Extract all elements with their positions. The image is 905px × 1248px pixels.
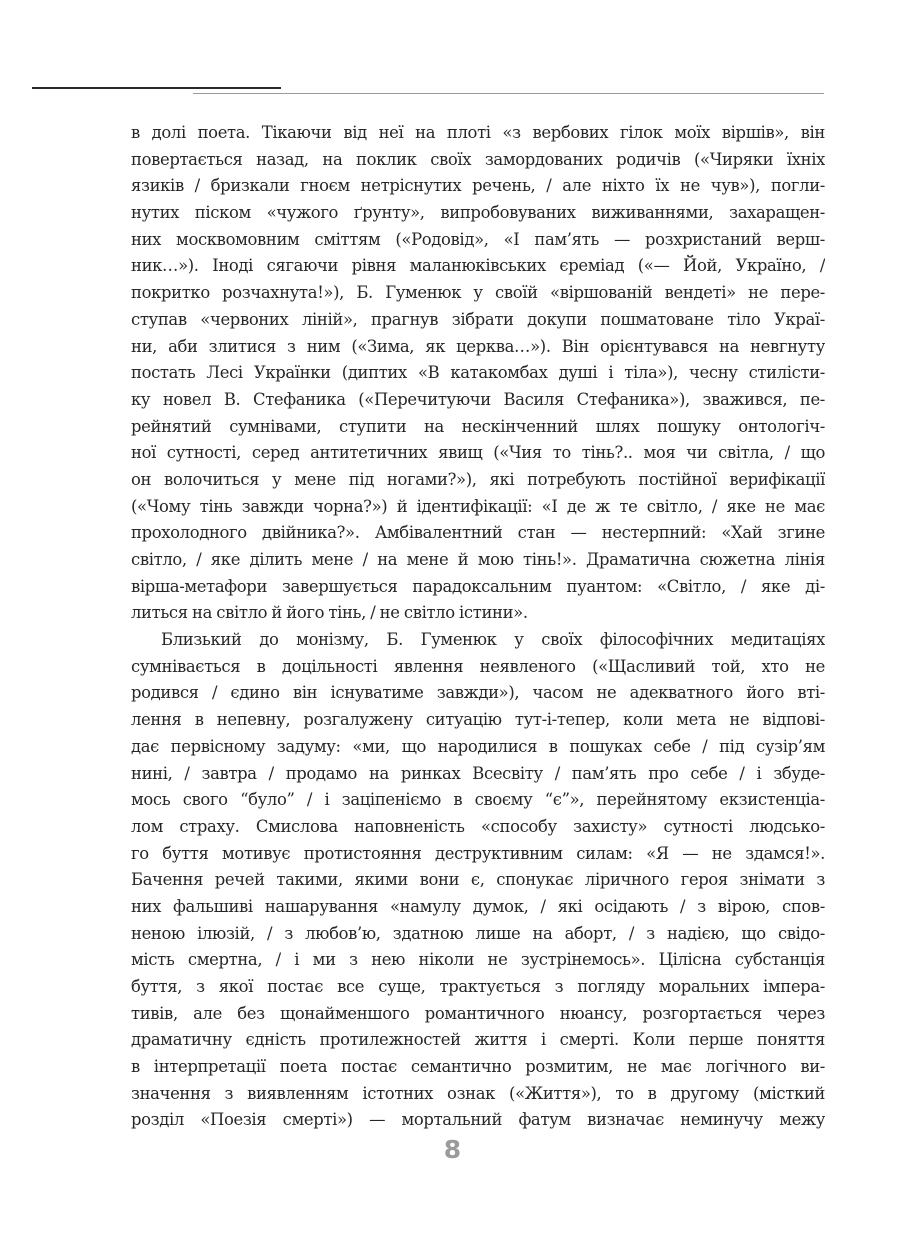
- text-line: драматичну єдність протилежностей життя і смерті. Коли перше поняття: [131, 1030, 825, 1050]
- text-line: значення з виявленням істотних ознак («Життя»), то в другому (місткий: [131, 1083, 825, 1103]
- header-rule-right: [193, 93, 824, 94]
- text-line: буття, з якої постає все суще, трактується з погляду моральних імпера-: [131, 977, 825, 996]
- text-line: нутих піском «чужого ґрунту», випробовуваних виживаннями, захаращен-: [131, 203, 825, 223]
- text-line: дає первісному задуму: «ми, що народилися в пошуках себе / під сузір’ям: [131, 736, 825, 756]
- text-line: повертається назад, на поклик своїх замордованих родичів («Чиряки їхніх: [131, 149, 825, 169]
- text-line: ку новел В. Стефаника («Перечитуючи Василя Стефаника»), зважився, пе-: [131, 389, 825, 409]
- text-line: рейнятий сумнівами, ступити на нескінченний шлях пошуку онтологіч-: [131, 416, 825, 436]
- text-line: литься на світло й його тінь, / не світло істини».: [131, 603, 528, 623]
- text-line: мось свого “було” / і заціпеніємо в своєму “є”», перейнятому екзистенціа-: [131, 790, 825, 810]
- text-line: ступав «червоних ліній», прагнув зібрати докупи пошматоване тіло Украї-: [131, 309, 825, 329]
- text-line: лом страху. Смислова наповненість «способу захисту» сутності людсько-: [131, 816, 825, 836]
- text-line: тивів, але без щонайменшого романтичного нюансу, розгортається через: [131, 1003, 825, 1023]
- text-line: ни, аби злитися з ним («Зима, як церква…»). Він орієнтувався на невгнуту: [131, 336, 825, 356]
- text-line: неною ілюзій, / з любов’ю, здатною лише на аборт, / з надією, що свідо-: [131, 923, 825, 943]
- text-line: лення в непевну, розгалужену ситуацію тут-і-тепер, коли мета не відпові-: [131, 710, 825, 730]
- text-line: в інтерпретації поета постає семантично розмитим, не має логічного ви-: [131, 1057, 825, 1077]
- text-line: («Чому тінь завжди чорна?») й ідентифікації: «І де ж те світло, / яке не має: [131, 496, 825, 516]
- header-rule-left: [32, 87, 281, 89]
- text-line: го буття мотивує протистояння деструктивним силам: «Я — не здамся!».: [131, 843, 825, 863]
- text-line: постать Лесі Українки (диптих «В катакомбах душі і тіла»), чесну стилісти-: [131, 363, 825, 383]
- text-line: нині, / завтра / продамо на ринках Всесвіту / пам’ять про себе / і збуде-: [131, 763, 825, 783]
- text-line: Бачення речей такими, якими вони є, спонукає ліричного героя знімати з: [131, 870, 825, 890]
- text-line: прохолодного двійника?». Амбівалентний стан — нестерпний: «Хай згине: [131, 523, 825, 543]
- text-line: розділ «Поезія смерті») — мортальний фатум визначає неминучу межу: [131, 1110, 825, 1130]
- text-line: мість смертна, / і ми з нею ніколи не зустрінемось». Цілісна субстанція: [131, 950, 825, 970]
- page-number: 8: [443, 1135, 462, 1164]
- text-line: он волочиться у мене під ногами?»), які потребують постійної верифікації: [131, 469, 825, 489]
- text-line: світло, / яке ділить мене / на мене й мою тінь!». Драматична сюжетна лінія: [131, 550, 825, 569]
- text-line: язиків / бризкали гноєм нетріснутих речень, / але ніхто їх не чув»), погли-: [131, 176, 825, 196]
- text-line: сумнівається в доцільності явлення неявленого («Щасливий той, хто не: [131, 656, 825, 676]
- text-line: них москвомовним сміттям («Родовід», «І пам’ять — розхристаний верш-: [131, 229, 825, 249]
- text-line: вірша-метафори завершується парадоксальним пуантом: «Світло, / яке ді-: [131, 576, 825, 596]
- text-line: ної сутності, серед антитетичних явищ («Чия то тінь?.. моя чи світла, / що: [131, 443, 825, 463]
- text-line: них фальшиві нашарування «намулу думок, / які осідають / з вірою, спов-: [131, 896, 825, 916]
- body-text: [131, 120, 825, 1134]
- text-line: в долі поета. Тікаючи від неї на плоті «з вербових гілок моїх віршів», він: [131, 123, 825, 142]
- text-line: покритко розчахнута!»), Б. Гуменюк у своїй «віршованій вендеті» не пере-: [131, 283, 825, 303]
- text-line: Близький до монізму, Б. Гуменюк у своїх філософічних медитаціях: [161, 630, 825, 650]
- text-line: родився / єдино він існуватиме завжди»), часом не адекватного його вті-: [131, 683, 825, 703]
- text-line: ник…»). Іноді сягаючи рівня маланюківських єреміад («— Йой, Україно, /: [131, 256, 825, 276]
